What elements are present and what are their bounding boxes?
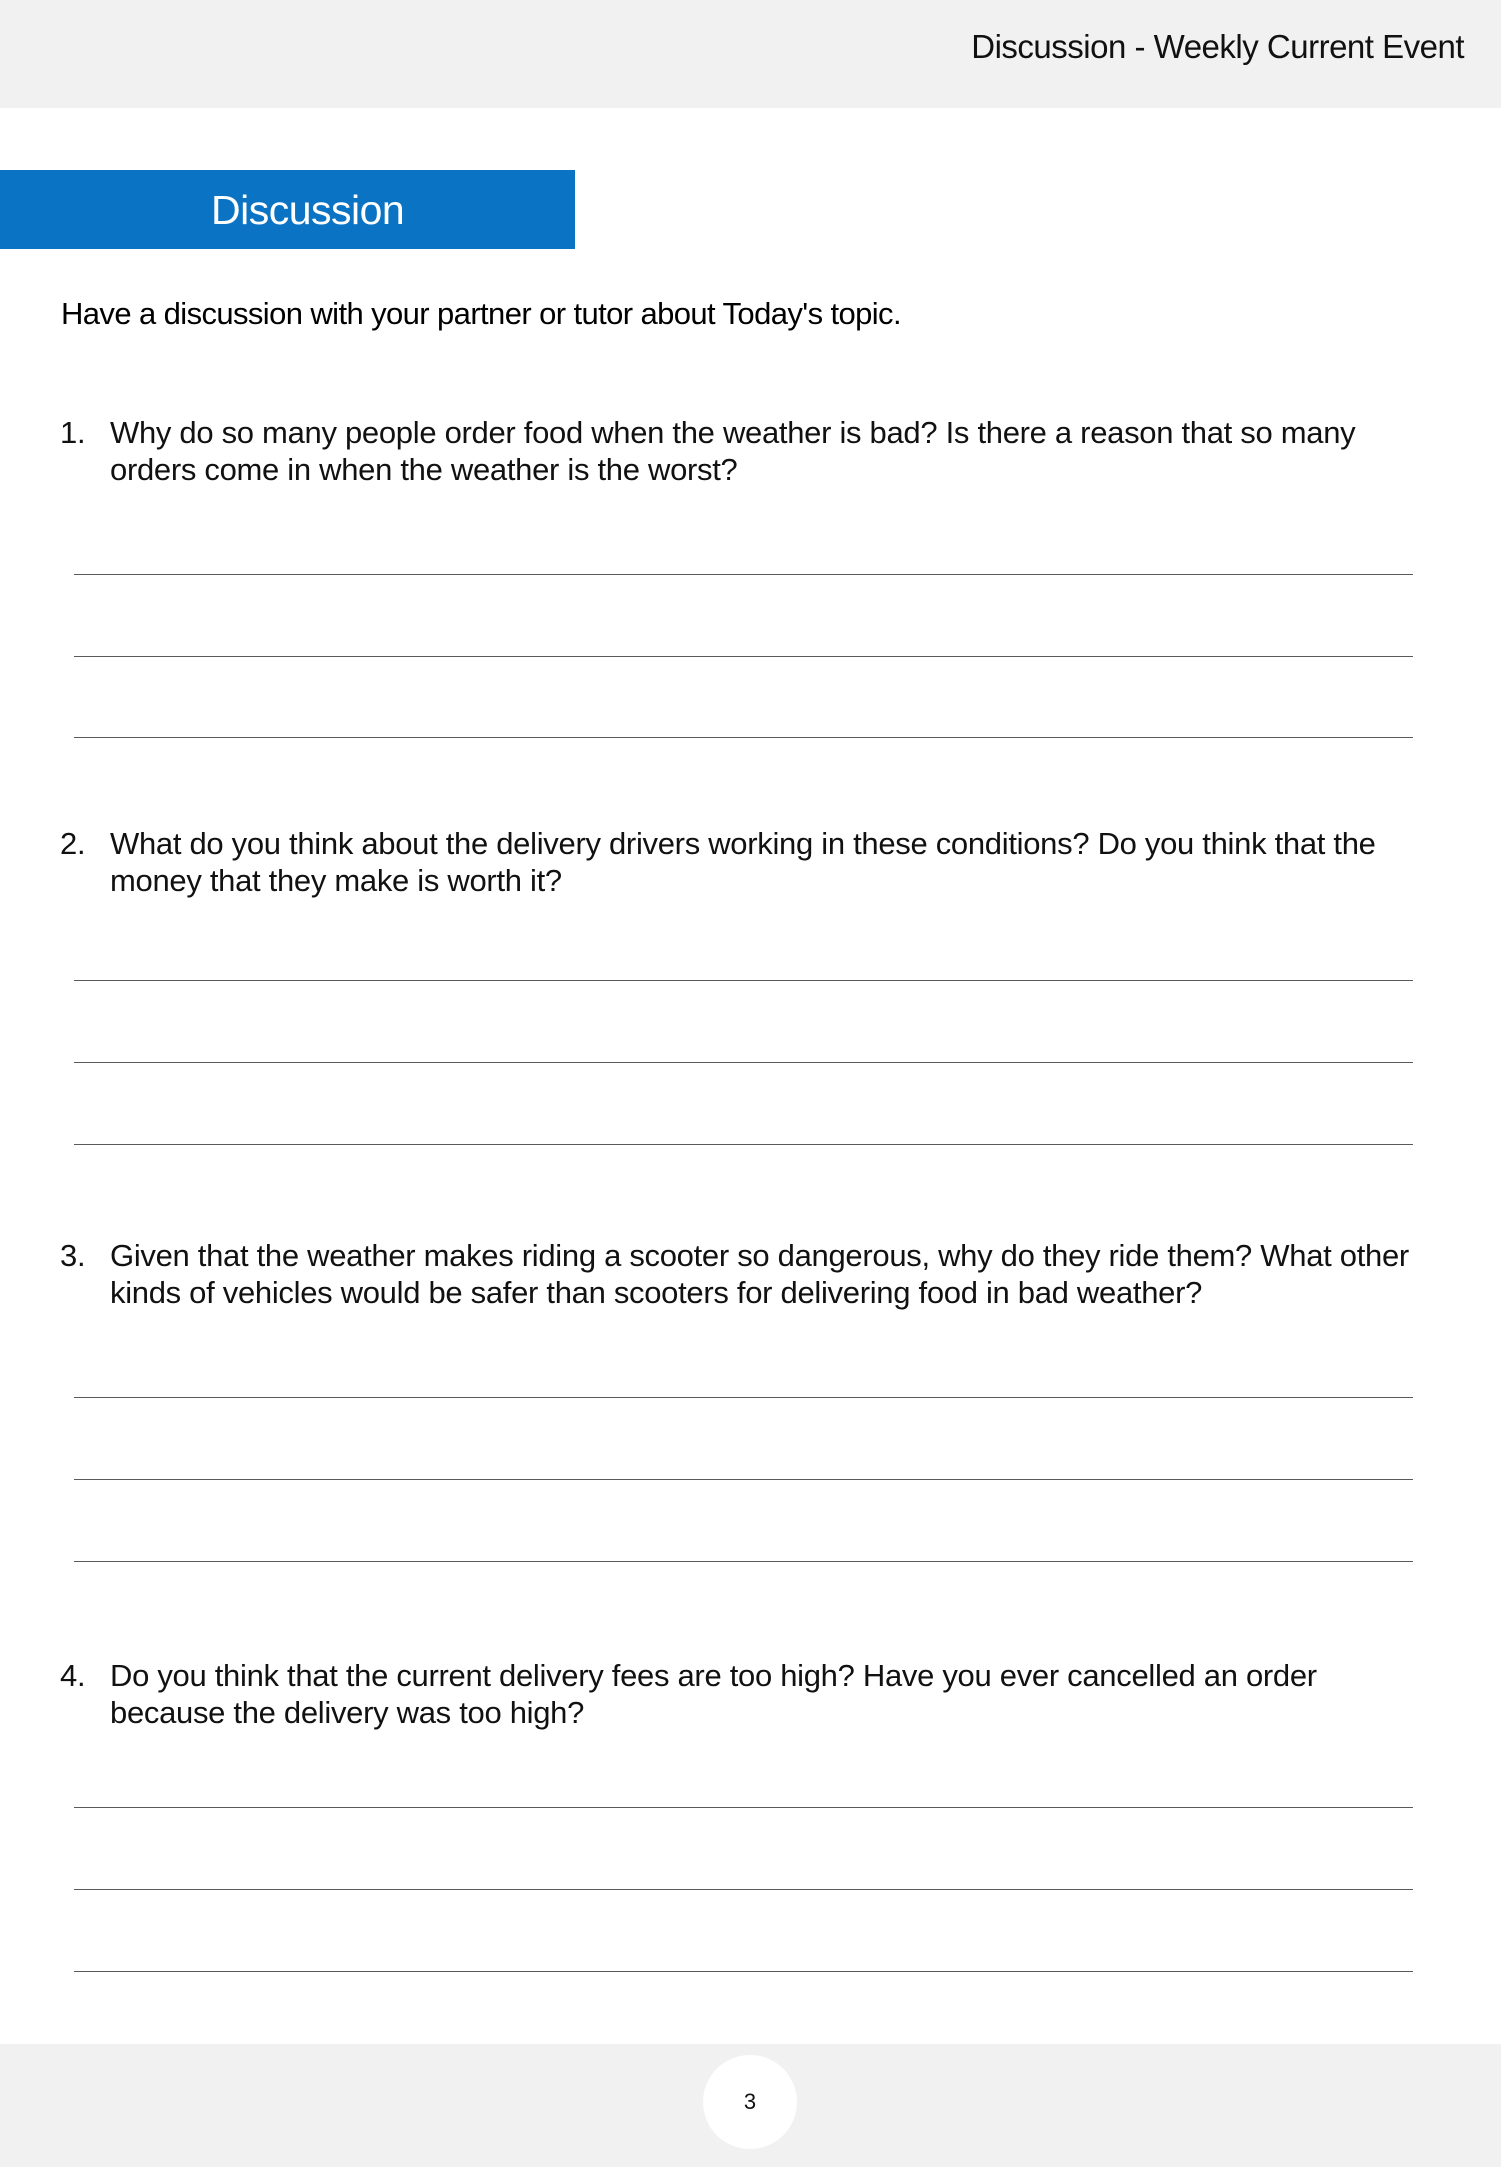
answer-line[interactable]: [74, 1971, 1413, 1972]
section-banner: [0, 170, 575, 249]
answer-line[interactable]: [74, 1397, 1413, 1398]
page-number-text: 3: [743, 2089, 757, 2114]
answer-line[interactable]: [74, 656, 1413, 657]
question-text: Do you think that the current delivery fees are too high? Have you ever cancelled an order because the delivery was too high?: [110, 1658, 1317, 1730]
answer-line[interactable]: [74, 574, 1413, 575]
answer-line[interactable]: [74, 1062, 1413, 1063]
answer-line[interactable]: [74, 1561, 1413, 1562]
page-header: [0, 0, 1501, 108]
section-title: Discussion: [211, 187, 405, 233]
question-1: [60, 414, 1440, 488]
question-text: What do you think about the delivery drivers working in these conditions? Do you think that the money that they make is worth it?: [110, 826, 1376, 898]
question-2: [60, 825, 1440, 899]
question-number: 3.: [60, 1238, 86, 1273]
header-title: Discussion - Weekly Current Event: [971, 28, 1464, 65]
question-number: 2.: [60, 826, 86, 861]
question-text: Given that the weather makes riding a scooter so dangerous, why do they ride them? What other kinds of vehicles would be safer than scooters for delivering food in bad weather?: [110, 1238, 1409, 1310]
instructions-text: Have a discussion with your partner or tutor about Today's topic.: [61, 296, 901, 331]
question-3: [60, 1237, 1440, 1311]
question-number: 1.: [60, 415, 86, 450]
answer-line[interactable]: [74, 1144, 1413, 1145]
question-number: 4.: [60, 1658, 86, 1693]
question-4: [60, 1657, 1440, 1731]
question-text: Why do so many people order food when the weather is bad? Is there a reason that so many orders come in when the weather is the worst?: [110, 415, 1356, 487]
answer-line[interactable]: [74, 1807, 1413, 1808]
answer-line[interactable]: [74, 737, 1413, 738]
answer-line[interactable]: [74, 1889, 1413, 1890]
answer-line[interactable]: [74, 1479, 1413, 1480]
page-number: [703, 2055, 797, 2149]
answer-line[interactable]: [74, 980, 1413, 981]
